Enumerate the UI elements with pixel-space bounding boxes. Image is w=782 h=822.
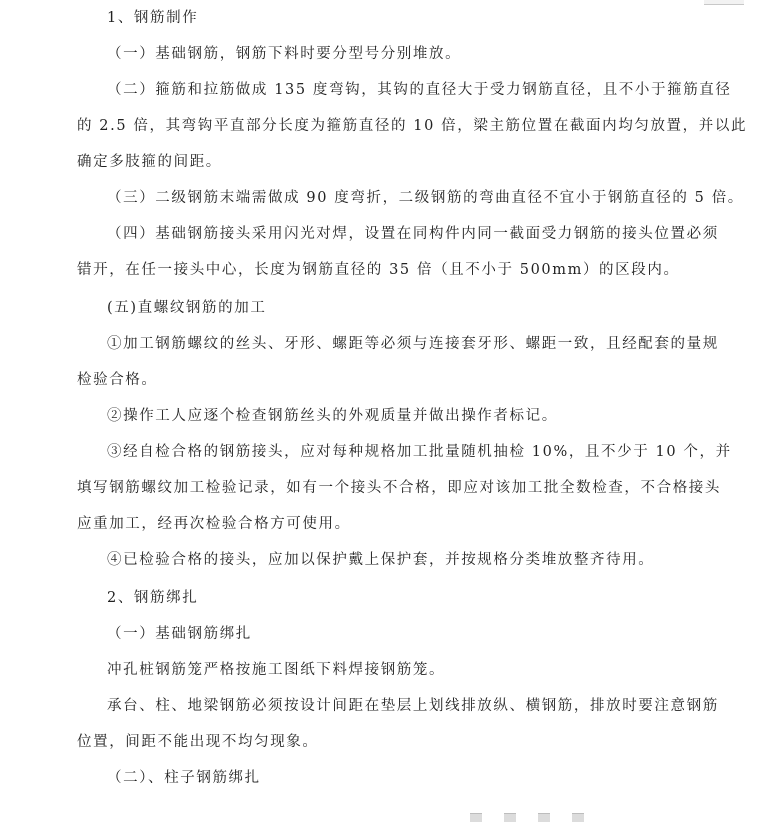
paragraph-line: ③经自检合格的钢筋接头，应对每种规格加工批量随机抽检 10%，且不少于 10 个，并 [107, 444, 732, 460]
paragraph-line: ①加工钢筋螺纹的丝头、牙形、螺距等必须与连接套牙形、螺距一致，且经配套的量规 [107, 336, 719, 352]
view-mode-icon[interactable] [470, 813, 482, 822]
subheading-foundation-binding: （一）基础钢筋绑扎 [107, 626, 252, 642]
paragraph-line: ④已检验合格的接头，应加以保护戴上保护套，并按规格分类堆放整齐待用。 [107, 552, 655, 568]
zoom-icon[interactable] [572, 813, 584, 822]
paragraph-line: （二）箍筋和拉筋做成 135 度弯钩，其钩的直径大于受力钢筋直径，且不小于箍筋直径 [107, 82, 732, 98]
paragraph-line: ②操作工人应逐个检查钢筋丝头的外观质量并做出操作者标记。 [107, 408, 558, 424]
heading-steel-fabrication: 1、钢筋制作 [107, 10, 199, 26]
subheading-column-binding: （二）、柱子钢筋绑扎 [107, 770, 261, 786]
paragraph-line: （一）基础钢筋，钢筋下料时要分型号分别堆放。 [107, 46, 462, 62]
paragraph-line: 的 2.5 倍，其弯钩平直部分长度为箍筋直径的 10 倍，梁主筋位置在截面内均匀放置，并以此 [77, 118, 748, 134]
paragraph-line: 应重加工，经再次检验合格方可使用。 [77, 516, 351, 532]
paragraph-line: 检验合格。 [77, 372, 158, 388]
status-bar [470, 812, 710, 822]
paragraph-line: 承台、柱、地梁钢筋必须按设计间距在垫层上划线排放纵、横钢筋，排放时要注意钢筋 [107, 698, 719, 714]
paragraph-line: （四）基础钢筋接头采用闪光对焊，设置在同构件内同一截面受力钢筋的接头位置必须 [107, 226, 719, 242]
paragraph-line: 冲孔桩钢筋笼严格按施工图纸下料焊接钢筋笼。 [107, 662, 446, 678]
page-view-icon[interactable] [504, 813, 516, 822]
paragraph-line: 位置，间距不能出现不均匀现象。 [77, 734, 319, 750]
web-view-icon[interactable] [538, 813, 550, 822]
heading-steel-binding: 2、钢筋绑扎 [107, 590, 199, 606]
subheading-thread-processing: (五)直螺纹钢筋的加工 [107, 300, 267, 316]
paragraph-line: 填写钢筋螺纹加工检验记录，如有一个接头不合格，即应对该加工批全数检查，不合格接头 [77, 480, 721, 496]
paragraph-line: （三）二级钢筋末端需做成 90 度弯折，二级钢筋的弯曲直径不宜小于钢筋直径的 5 倍。 [107, 190, 744, 206]
window-edge-decoration [704, 0, 744, 5]
paragraph-line: 错开，在任一接头中心，长度为钢筋直径的 35 倍（且不小于 500mm）的区段内。 [77, 262, 680, 278]
paragraph-line: 确定多肢箍的间距。 [77, 154, 222, 170]
